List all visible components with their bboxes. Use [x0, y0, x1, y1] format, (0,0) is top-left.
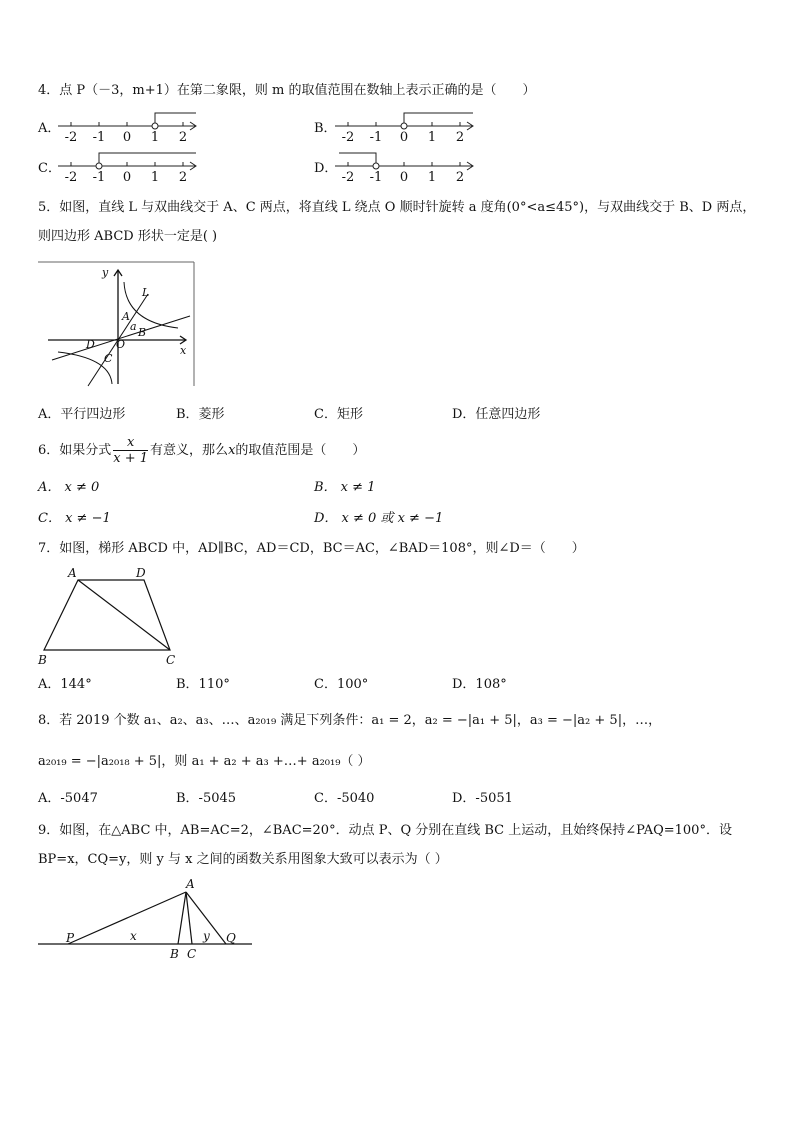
q6-stem-var: x: [228, 443, 236, 458]
q8-option-a: A．-5047: [38, 791, 98, 806]
q5-hyperbola-figure: [38, 260, 196, 388]
q7-option-c: C．100°: [314, 677, 369, 692]
q7-trapezoid-figure: [36, 564, 186, 670]
q5-a-label: a: [130, 320, 137, 333]
q6-stem-post-a: 有意义，那么: [150, 443, 229, 458]
q5-L-label: L: [142, 286, 150, 299]
q9-stem-line1: 9．如图，在△ABC 中，AB=AC=2，∠BAC=20°．动点 P、Q 分别在直线 BC 上运动，且始终保持∠PAQ=100°．设: [38, 823, 732, 838]
tick-label: -2: [341, 170, 355, 182]
q5-option-a: A．平行四边形: [38, 407, 126, 422]
q4-option-b-label: B．: [314, 121, 337, 136]
q9-triangle-figure: [36, 876, 256, 966]
tick-label: 0: [399, 170, 409, 182]
q8-option-c: C．-5040: [314, 791, 375, 806]
q5-A-label: A: [122, 310, 130, 323]
tick-label: 0: [399, 130, 409, 142]
q9-B-label: B: [170, 947, 179, 961]
q5-option-c: C．矩形: [314, 407, 363, 422]
tick-label: -2: [64, 130, 78, 142]
tick-label: -2: [341, 130, 355, 142]
q4-stem: 4．点 P（－3，m+1）在第二象限，则 m 的取值范围在数轴上表示正确的是（ ）: [38, 83, 536, 98]
q6-option-d: D． x ≠ 0 或 x ≠ −1: [314, 511, 444, 526]
q8-option-d: D．-5051: [452, 791, 513, 806]
tick-label: -2: [64, 170, 78, 182]
tick-label: 1: [427, 130, 437, 142]
q4-number-line-c: [58, 148, 203, 182]
q8-stem-line1: 8．若 2019 个数 a₁、a₂、a₃、…、a₂₀₁₉ 满足下列条件：a₁ = 2，a₂ = −|a₁ + 5|，a₃ = −|a₂ + 5|，…，: [38, 713, 662, 728]
q4-option-d-label: D．: [314, 161, 338, 176]
q9-P-label: P: [66, 931, 75, 945]
q6-fraction-numerator: x: [113, 435, 148, 451]
q7-A-label: A: [68, 566, 77, 580]
tick-label: 1: [150, 170, 160, 182]
tick-label: 2: [455, 170, 465, 182]
q6-stem-pre: 6．如果分式: [38, 443, 112, 458]
q7-D-label: D: [136, 566, 146, 580]
q9-Q-label: Q: [226, 931, 236, 945]
q6-option-c: C． x ≠ −1: [38, 511, 111, 526]
q6-stem-post-b: 的取值范围是（ ）: [235, 443, 366, 458]
q7-option-d: D．108°: [452, 677, 507, 692]
q6-fraction-denominator: x + 1: [113, 451, 149, 466]
q5-option-b: B．菱形: [176, 407, 225, 422]
q4-number-line-a: [58, 108, 203, 142]
q7-option-b: B．110°: [176, 677, 230, 692]
q5-stem-line1: 5．如图，直线 L 与双曲线交于 A、C 两点，将直线 L 绕点 O 顺时针旋转 a 度角(0°<a≤45°)，与双曲线交于 B、D 两点，: [38, 200, 756, 215]
q9-x-label: x: [130, 929, 137, 943]
tick-label: 0: [122, 170, 132, 182]
q6-fraction: [113, 435, 148, 466]
q9-y-label: y: [203, 929, 210, 943]
tick-label: -1: [92, 170, 106, 182]
q5-D-label: D: [86, 338, 95, 351]
q9-A-label: A: [186, 877, 195, 891]
tick-label: 2: [455, 130, 465, 142]
q8-stem-line2: a₂₀₁₉ = −|a₂₀₁₈ + 5|，则 a₁ + a₂ + a₃ +…+ a₂₀₁₉（ ）: [38, 754, 371, 769]
q4-option-a-label: A．: [38, 121, 61, 136]
q5-option-d: D．任意四边形: [452, 407, 541, 422]
tick-label: -1: [92, 130, 106, 142]
q7-stem: 7．如图，梯形 ABCD 中，AD∥BC，AD＝CD，BC＝AC，∠BAD＝108°，则∠D＝（ ）: [38, 541, 585, 556]
tick-label: -1: [369, 170, 383, 182]
q9-C-label: C: [187, 947, 197, 961]
tick-label: 2: [178, 170, 188, 182]
q5-B-label: B: [138, 326, 147, 339]
q5-C-label: C: [104, 352, 113, 365]
q5-y-label: y: [102, 266, 109, 279]
q4-option-c-label: C．: [38, 161, 61, 176]
tick-label: 0: [122, 130, 132, 142]
tick-label: 1: [150, 130, 160, 142]
q8-option-b: B．-5045: [176, 791, 237, 806]
tick-label: 1: [427, 170, 437, 182]
q5-stem-line2: 则四边形 ABCD 形状一定是( ): [38, 229, 218, 244]
q4-number-line-d: [335, 148, 480, 182]
q6-option-b: B． x ≠ 1: [314, 480, 376, 495]
q5-x-label: x: [180, 344, 187, 357]
q6-stem: [38, 434, 365, 468]
q7-C-label: C: [166, 653, 176, 667]
tick-label: 2: [178, 130, 188, 142]
q7-B-label: B: [38, 653, 47, 667]
q7-option-a: A．144°: [38, 677, 92, 692]
q5-O-label: O: [116, 338, 126, 351]
q9-stem-line2: BP=x，CQ=y，则 y 与 x 之间的函数关系用图象大致可以表示为（ ）: [38, 852, 448, 867]
tick-label: -1: [369, 130, 383, 142]
q6-option-a: A． x ≠ 0: [38, 480, 100, 495]
q4-number-line-b: [335, 108, 480, 142]
